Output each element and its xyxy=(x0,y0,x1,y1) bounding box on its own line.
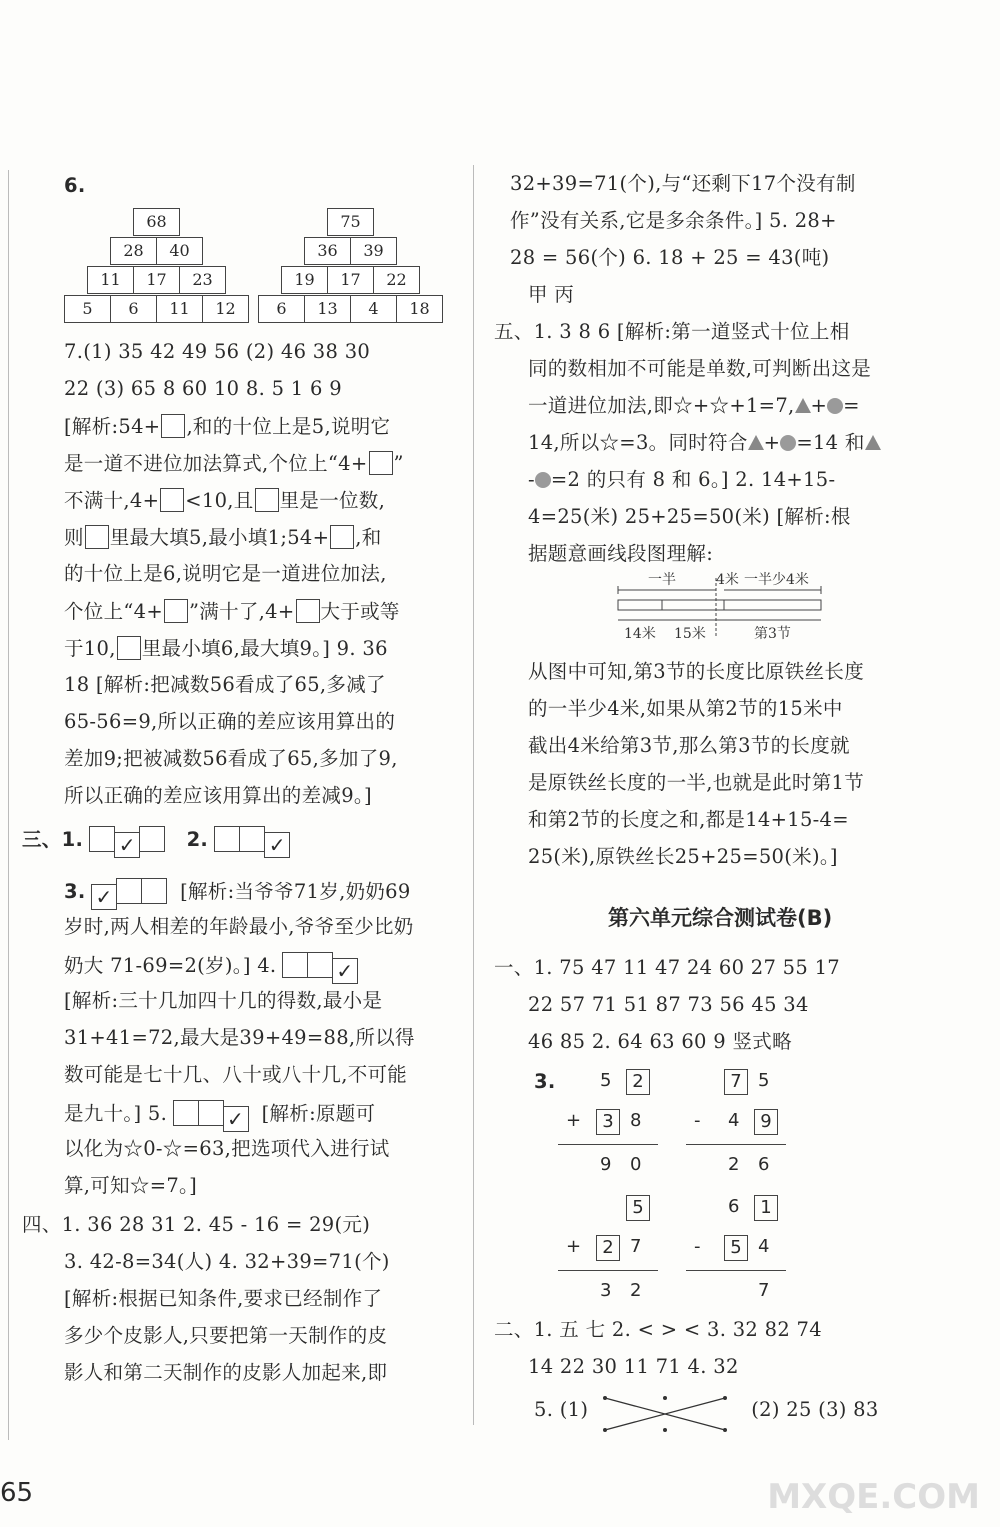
answer-line: [解析:根据已知条件,要求已经制作了 xyxy=(64,1287,383,1310)
pyramid-cell: 17 xyxy=(327,266,374,294)
answer-line: 25(米),原铁丝长25+25=50(米)。] xyxy=(528,845,838,868)
answer-line: 算,可知☆=7。] xyxy=(64,1174,198,1197)
digit: 2 xyxy=(728,1154,740,1175)
sum-line xyxy=(558,1270,658,1271)
answer-line: 奶大 71-69=2(岁)。] 4. ✓ xyxy=(64,952,358,984)
answer-line: 的十位上是6,说明它是一道进位加法, xyxy=(64,562,387,585)
label-seg2: 15米 xyxy=(674,626,706,642)
digit: 7 xyxy=(758,1280,770,1301)
answer-line: 则 里最大填5,最小填1;54+ ,和 xyxy=(64,526,382,549)
vertical-calc-2 xyxy=(686,1068,796,1188)
digit: - xyxy=(694,1110,701,1131)
pyramid-cell: 18 xyxy=(396,295,443,323)
answer-line: [解析:54+ ,和的十位上是5,说明它 xyxy=(64,415,391,438)
blank-box xyxy=(369,451,393,475)
digit-box: 2 xyxy=(596,1235,620,1261)
digit: 4 xyxy=(728,1110,740,1131)
q3-label: 3. xyxy=(534,1070,556,1093)
section-3-answers: 三、1. ✓ 2. ✓ xyxy=(22,826,290,858)
answer-line: 是九十。] 5. ✓ [解析:原题可 xyxy=(64,1102,376,1131)
circle-icon xyxy=(827,398,843,414)
pyramid-cell: 40 xyxy=(156,237,203,265)
digit: 3 xyxy=(600,1280,612,1301)
answer-line: 4=25(米) 25+25=50(米) [解析:根 xyxy=(528,505,851,528)
answer-line: 65-56=9,所以正确的差应该用算出的 xyxy=(64,710,396,733)
pyramid-cell: 39 xyxy=(350,237,397,265)
blank-box xyxy=(161,414,185,438)
pyramid-cell: 22 xyxy=(373,266,420,294)
segment-diagram xyxy=(616,570,836,650)
page-number: 65 xyxy=(0,1478,34,1508)
triangle-icon xyxy=(865,435,881,450)
digit-box: 7 xyxy=(724,1069,748,1095)
answer-line: 于10, 里最小填6,最大填9。] 9. 36 xyxy=(64,637,388,660)
answer-line: 46 85 2. 64 63 60 9 竖式略 xyxy=(528,1030,792,1053)
q6-label: 6. xyxy=(64,174,86,197)
pyramid-cell: 75 xyxy=(327,208,374,236)
section-title: 第六单元综合测试卷(B) xyxy=(608,906,833,930)
digit: 9 xyxy=(600,1154,612,1175)
digit-box: 1 xyxy=(754,1195,778,1221)
pyramid-cell: 12 xyxy=(202,295,249,323)
digit-box: 5 xyxy=(724,1235,748,1261)
answer-line: 18 [解析:把减数56看成了65,多减了 xyxy=(64,673,386,696)
pyramid-cell: 11 xyxy=(87,266,134,294)
section-4-answers: 四、1. 36 28 31 2. 45 - 16 = 29(元) xyxy=(22,1213,371,1236)
answer-line: [解析:三十几加四十几的得数,最小是 xyxy=(64,989,383,1012)
check-mark-icon: ✓ xyxy=(332,958,358,984)
blank-box xyxy=(255,488,279,512)
column-divider xyxy=(473,165,474,1425)
answer-line: - =2 的只有 8 和 6。] 2. 14+15- xyxy=(528,468,836,491)
answer-line: 以化为☆0-☆=63,把选项代入进行试 xyxy=(64,1137,390,1160)
label-seg1: 14米 xyxy=(624,626,656,642)
blank-box xyxy=(85,525,109,549)
answer-line: 32+39=71(个),与“还剩下17个没有制 xyxy=(510,172,856,195)
blank-box xyxy=(330,525,354,549)
digit-box: 3 xyxy=(596,1109,620,1135)
section-5-answers: 五、1. 3 8 6 [解析:第一道竖式十位上相 xyxy=(494,320,850,343)
answer-line: 31+41=72,最大是39+49=88,所以得 xyxy=(64,1026,415,1049)
pyramid-cell: 4 xyxy=(350,295,397,323)
pyramid-cell: 19 xyxy=(281,266,328,294)
number-pyramid-1 xyxy=(64,208,254,326)
answer-line: 14 22 30 11 71 4. 32 xyxy=(528,1355,739,1378)
digit: + xyxy=(566,1236,582,1257)
answer-line: 据题意画线段图理解: xyxy=(528,542,714,565)
answer-line: 一、1. 75 47 11 47 24 60 27 55 17 xyxy=(494,956,841,979)
blank-box xyxy=(164,599,188,623)
vertical-calc-4 xyxy=(686,1194,796,1314)
pyramid-cell: 36 xyxy=(304,237,351,265)
sum-line xyxy=(686,1270,786,1271)
answer-line: 数可能是七十几、八十或八十几,不可能 xyxy=(64,1063,408,1086)
digit: 4 xyxy=(758,1236,770,1257)
label-half: 一半 xyxy=(648,572,676,588)
answer-line: 个位上“4+ ”满十了,4+ 大于或等 xyxy=(64,600,400,623)
digit: - xyxy=(694,1236,701,1257)
digit: + xyxy=(566,1110,582,1131)
pyramid-cell: 23 xyxy=(179,266,226,294)
answer-line: 不满十,4+ <10,且 里是一位数, xyxy=(64,489,386,512)
digit: 6 xyxy=(758,1154,770,1175)
circle-icon xyxy=(535,472,551,488)
answer-line: 截出4米给第3节,那么第3节的长度就 xyxy=(528,734,850,757)
answer-line: 28 = 56(个) 6. 18 + 25 = 43(吨) xyxy=(510,246,830,269)
answer-line: 3. 42-8=34(人) 4. 32+39=71(个) xyxy=(64,1250,390,1273)
check-mark-icon: ✓ xyxy=(264,832,290,858)
pyramid-cell: 17 xyxy=(133,266,180,294)
label-four: 4米 xyxy=(716,572,739,588)
digit-box: 9 xyxy=(754,1109,778,1135)
blank-box xyxy=(160,488,184,512)
pyramid-cell: 28 xyxy=(110,237,157,265)
digit: 6 xyxy=(728,1196,740,1217)
digit: 5 xyxy=(600,1070,612,1091)
answer-line: 一道进位加法,即☆+☆+1=7, + = xyxy=(528,394,860,417)
answer-line: 影人和第二天制作的皮影人加起来,即 xyxy=(64,1361,388,1384)
answer-line: 是原铁丝长度的一半,也就是此时第1节 xyxy=(528,771,865,794)
digit-box: 5 xyxy=(626,1195,650,1221)
digit-box: 2 xyxy=(626,1069,650,1095)
answer-line: 3. ✓ [解析:当爷爷71岁,奶奶69 xyxy=(64,880,411,909)
answer-line: 多少个皮影人,只要把第一天制作的皮 xyxy=(64,1324,388,1347)
triangle-icon xyxy=(748,435,764,450)
sum-line xyxy=(686,1144,786,1145)
digit: 2 xyxy=(630,1280,642,1301)
check-mark-icon: ✓ xyxy=(114,832,140,858)
triangle-icon xyxy=(795,398,811,413)
pyramid-cell: 6 xyxy=(110,295,157,323)
matching-lines-diagram xyxy=(595,1392,745,1436)
answer-line: 岁时,两人相差的年龄最小,爷爷至少比奶 xyxy=(64,915,414,938)
answer-line: 7.(1) 35 42 49 56 (2) 46 38 30 xyxy=(64,340,371,363)
wire-bar xyxy=(618,600,821,610)
vertical-calc-1 xyxy=(558,1068,668,1188)
pyramid-cell: 13 xyxy=(304,295,351,323)
digit: 0 xyxy=(630,1154,642,1175)
digit: 8 xyxy=(630,1110,642,1131)
answer-line: 是一道不进位加法算式,个位上“4+ ” xyxy=(64,452,404,475)
answer-line: 差加9;把被减数56看成了65,多加了9, xyxy=(64,747,398,770)
check-mark-icon: ✓ xyxy=(223,1106,249,1132)
digit: 7 xyxy=(630,1236,642,1257)
vertical-calc-3 xyxy=(558,1194,668,1314)
answer-line: 和第2节的长度之和,都是14+15-4= xyxy=(528,808,849,831)
answer-line: 从图中可知,第3节的长度比原铁丝长度 xyxy=(528,660,865,683)
pyramid-cell: 5 xyxy=(64,295,111,323)
circle-icon xyxy=(780,435,796,451)
digit: 5 xyxy=(758,1070,770,1091)
blank-box xyxy=(296,599,320,623)
answer-line: 22 (3) 65 8 60 10 8. 5 1 6 9 xyxy=(64,377,342,400)
check-mark-icon: ✓ xyxy=(91,884,117,910)
pyramid-cell: 68 xyxy=(133,208,180,236)
answer-line: 14,所以☆=3。同时符合 + =14 和 xyxy=(528,431,881,455)
blank-box xyxy=(117,636,141,660)
section-2-answers: 二、1. 五 七 2. < > < 3. 32 82 74 xyxy=(494,1318,822,1341)
left-margin-rule xyxy=(8,170,9,1440)
watermark: MXQE.COM xyxy=(767,1477,980,1517)
label-seg3: 第3节 xyxy=(754,626,791,642)
answer-line: 所以正确的差应该用算出的差减9。] xyxy=(64,784,372,807)
label-half-minus: 一半少4米 xyxy=(744,572,809,588)
sum-line xyxy=(558,1144,658,1145)
answer-line: 22 57 71 51 87 73 56 45 34 xyxy=(528,993,809,1016)
answer-line: 甲 丙 xyxy=(528,283,575,306)
answer-line: 作”没有关系,它是多余条件。] 5. 28+ xyxy=(510,209,837,232)
pyramid-cell: 6 xyxy=(258,295,305,323)
answer-line: 的一半少4米,如果从第2节的15米中 xyxy=(528,697,843,720)
number-pyramid-2 xyxy=(258,208,448,326)
pyramid-cell: 11 xyxy=(156,295,203,323)
answer-line: 5. (1) (2) 25 (3) 83 xyxy=(534,1392,879,1436)
answer-line: 同的数相加不可能是单数,可判断出这是 xyxy=(528,357,872,380)
